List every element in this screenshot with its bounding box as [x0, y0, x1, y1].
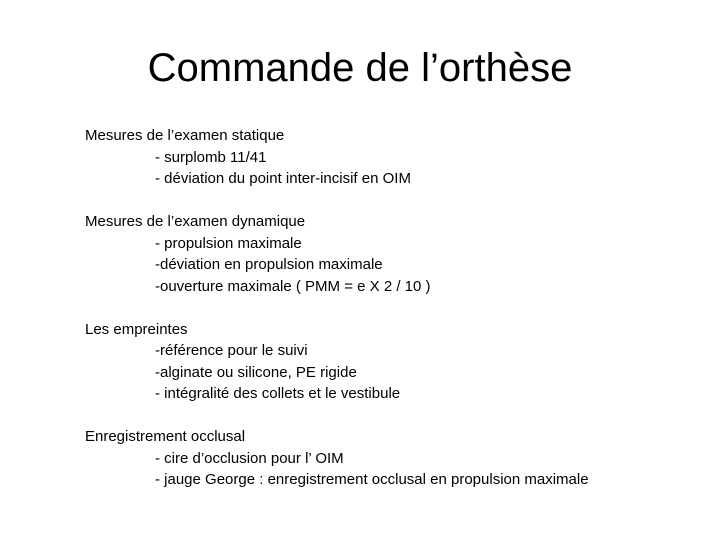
list-item: -ouverture maximale ( PMM = e X 2 / 10 ): [155, 277, 431, 295]
section-heading: Enregistrement occlusal: [85, 428, 246, 445]
slide-content: [85, 125, 705, 512]
list-item: -référence pour le suivi: [155, 342, 308, 359]
list-item: - jauge George : enregistrement occlusal en propulsion maximale: [155, 471, 589, 488]
section-occlusal-record: [85, 426, 705, 491]
list-item: - déviation du point inter-incisif en OIM: [155, 170, 411, 187]
section-item-list: [85, 340, 705, 405]
section-dynamic-exam: [85, 211, 705, 297]
section-heading: Les empreintes: [85, 320, 188, 338]
list-item: -déviation en propulsion maximale: [155, 256, 383, 273]
section-item-list: [85, 448, 705, 491]
section-heading: Mesures de l’examen statique: [85, 127, 285, 144]
list-item: - propulsion maximale: [155, 234, 302, 252]
list-item: -alginate ou silicone, PE rigide: [155, 363, 357, 381]
slide-title: Commande de l’orthèse: [147, 46, 573, 90]
section-item-list: [85, 147, 705, 190]
section-item-list: [85, 233, 705, 298]
section-static-exam: [85, 125, 705, 190]
list-item: - intégralité des collets et le vestibule: [155, 385, 401, 402]
section-impressions: [85, 319, 705, 405]
section-heading: Mesures de l’examen dynamique: [85, 213, 306, 230]
list-item: - surplomb 11/41: [155, 148, 267, 166]
list-item: - cire d’occlusion pour l’ OIM: [155, 449, 344, 467]
